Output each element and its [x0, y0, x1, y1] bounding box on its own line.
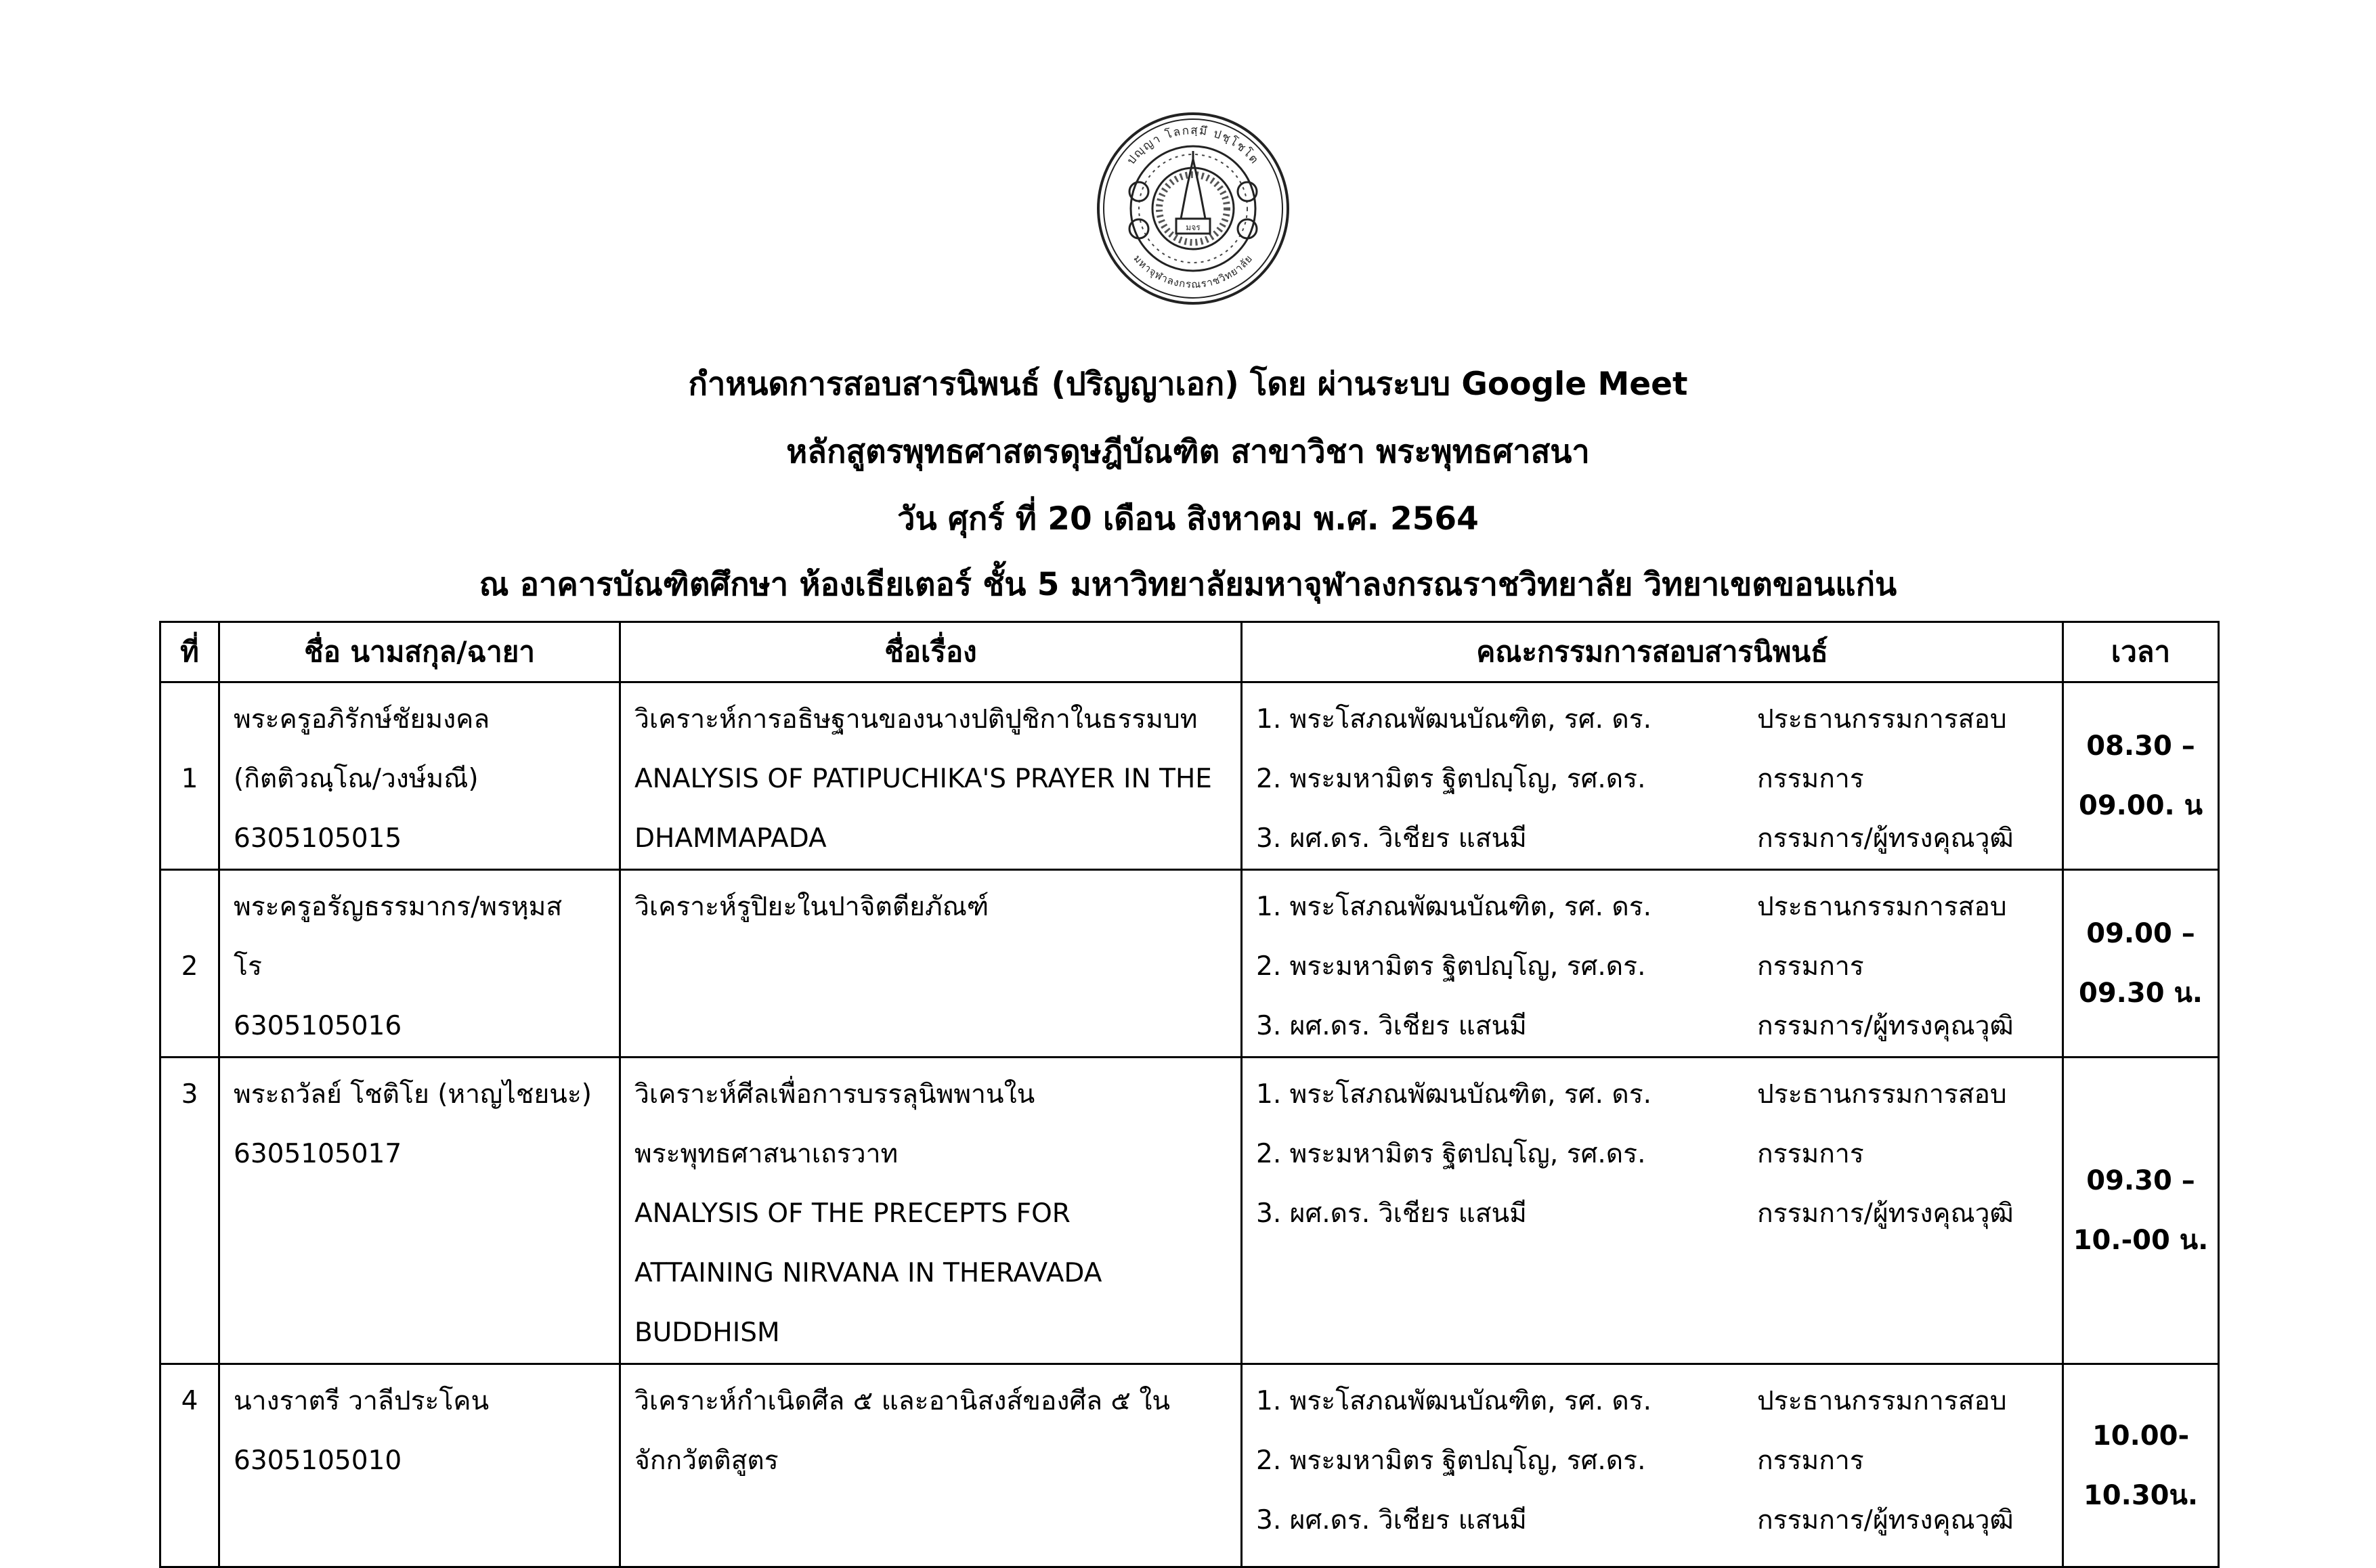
committee-member	[1256, 749, 2048, 809]
thesis-title-cell	[620, 1058, 1242, 1364]
column-header-name: ชื่อ นามสกุล/ฉายา	[219, 622, 620, 682]
committee-member-name: 3. ผศ.ดร. วิเชียร แสนมี	[1256, 1505, 1527, 1536]
exam-venue: ณ อาคารบัณฑิตศึกษา ห้องเธียเตอร์ ชั้น 5 มหาวิทยาลัยมหาจุฬาลงกรณราชวิทยาลัย วิทยาเขตขอนแก่น	[479, 566, 1897, 603]
committee-member-role: ประธานกรรมการสอบ	[1757, 704, 2007, 735]
thesis-title-line: ANALYSIS OF PATIPUCHIKA'S PRAYER IN THE	[634, 764, 1212, 794]
committee-cell	[1242, 1364, 2063, 1567]
student-name-line: พระถวัลย์ โชติโย (หาญไชยนะ)	[234, 1079, 592, 1110]
seal-university-name: มหาจุฬาลงกรณราชวิทยาลัย	[1131, 252, 1255, 291]
committee-member-role: กรรมการ	[1757, 1445, 1864, 1476]
thesis-title-cell	[620, 1364, 1242, 1567]
committee-member-role: ประธานกรรมการสอบ	[1757, 892, 2007, 922]
committee-member-name: 2. พระมหามิตร ฐิตปญฺโญ, รศ.ดร.	[1256, 1445, 1646, 1476]
row-number-cell	[160, 1364, 219, 1567]
time-slot-line: 10.00-	[2092, 1420, 2190, 1452]
column-header-committee: คณะกรรมการสอบสารนิพนธ์	[1242, 622, 2063, 682]
thesis-title-line: พระพุทธศาสนาเถรวาท	[634, 1139, 899, 1169]
thesis-title-cell	[620, 682, 1242, 870]
committee-cell	[1242, 870, 2063, 1058]
thesis-title-line: ANALYSIS OF THE PRECEPTS FOR	[634, 1198, 1071, 1229]
time-slot-line: 09.30 –	[2086, 1165, 2195, 1196]
student-name-cell	[219, 870, 620, 1058]
committee-member-role: กรรมการ/ผู้ทรงคุณวุฒิ	[1757, 1505, 2014, 1536]
student-name-line: 6305105015	[234, 823, 402, 854]
thesis-title-line: ATTAINING NIRVANA IN THERAVADA	[634, 1258, 1102, 1288]
committee-member	[1256, 1125, 2048, 1184]
committee-member-role: กรรมการ/ผู้ทรงคุณวุฒิ	[1757, 823, 2014, 854]
thesis-title-line: DHAMMAPADA	[634, 823, 827, 854]
table-row	[160, 1364, 2219, 1567]
row-number-cell	[160, 870, 219, 1058]
time-slot-cell	[2063, 870, 2219, 1058]
committee-member-name: 1. พระโสภณพัฒนบัณฑิต, รศ. ดร.	[1256, 1079, 1652, 1110]
seal-motto-text: ปญฺญา โลกสฺมึ ปชฺโชโต	[1124, 123, 1262, 168]
student-name-line: 6305105016	[234, 1011, 402, 1041]
committee-member	[1256, 690, 2048, 749]
committee-member-role: กรรมการ	[1757, 764, 1864, 794]
committee-member-name: 2. พระมหามิตร ฐิตปญฺโญ, รศ.ดร.	[1256, 764, 1646, 794]
student-name-line: โร	[234, 951, 262, 982]
student-name-line: (กิตติวณฺโณ/วงษ์มณี)	[234, 764, 479, 794]
row-number: 4	[181, 1386, 198, 1416]
committee-member-role: ประธานกรรมการสอบ	[1757, 1079, 2007, 1110]
time-slot-line: 09.00. น	[2079, 790, 2203, 821]
schedule-title: กำหนดการสอบสารนิพนธ์ (ปริญญาเอก) โดย ผ่านระบบ Google Meet	[688, 366, 1688, 403]
time-slot-cell	[2063, 1364, 2219, 1567]
student-name-line: พระครูอภิรักษ์ชัยมงคล	[234, 704, 490, 735]
student-name-cell	[219, 1364, 620, 1567]
thesis-title-cell	[620, 870, 1242, 1058]
committee-member	[1256, 937, 2048, 997]
thesis-title-line: วิเคราะห์รูปิยะในปาจิตตียภัณฑ์	[634, 892, 989, 922]
committee-member-role: กรรมการ	[1757, 951, 1864, 982]
student-name-line: 6305105010	[234, 1445, 402, 1476]
time-slot-line: 09.30 น.	[2079, 978, 2203, 1009]
committee-member	[1256, 1491, 2048, 1550]
student-name-cell	[219, 1058, 620, 1364]
committee-member-role: กรรมการ/ผู้ทรงคุณวุฒิ	[1757, 1011, 2014, 1041]
table-header-row	[160, 622, 2219, 682]
committee-member	[1256, 809, 2048, 869]
time-slot-line: 08.30 –	[2086, 731, 2195, 762]
time-slot-cell	[2063, 1058, 2219, 1364]
student-name-line: นางราตรี วาลีประโคน	[234, 1386, 490, 1416]
committee-member-name: 3. ผศ.ดร. วิเชียร แสนมี	[1256, 1198, 1527, 1229]
thesis-title-line: วิเคราะห์การอธิษฐานของนางปติปูชิกาในธรรมบท	[634, 704, 1198, 735]
row-number-cell	[160, 1058, 219, 1364]
student-name-cell	[219, 682, 620, 870]
column-header-no: ที่	[160, 622, 219, 682]
committee-member	[1256, 1372, 2048, 1431]
time-slot-cell	[2063, 682, 2219, 870]
row-number: 1	[181, 764, 198, 794]
committee-member-name: 1. พระโสภณพัฒนบัณฑิต, รศ. ดร.	[1256, 1386, 1652, 1416]
table-row	[160, 870, 2219, 1058]
committee-member-name: 1. พระโสภณพัฒนบัณฑิต, รศ. ดร.	[1256, 704, 1652, 735]
thesis-title-line: จักกวัตติสูตร	[634, 1445, 779, 1476]
committee-cell	[1242, 1058, 2063, 1364]
row-number: 3	[181, 1079, 198, 1110]
committee-member	[1256, 1065, 2048, 1125]
student-name-line: พระครูอรัญธรรมากร/พรหฺมส	[234, 892, 563, 922]
committee-member-role: กรรมการ/ผู้ทรงคุณวุฒิ	[1757, 1198, 2014, 1229]
committee-member	[1256, 877, 2048, 937]
row-number: 2	[181, 951, 198, 982]
committee-member-role: กรรมการ	[1757, 1139, 1864, 1169]
time-slot-line: 10.30น.	[2083, 1479, 2199, 1511]
time-slot-line: 10.-00 น.	[2073, 1225, 2209, 1256]
committee-cell	[1242, 682, 2063, 870]
thesis-title-line: วิเคราะห์ศีลเพื่อการบรรลุนิพพานใน	[634, 1079, 1035, 1110]
committee-member-name: 2. พระมหามิตร ฐิตปญฺโญ, รศ.ดร.	[1256, 1139, 1646, 1169]
column-header-time: เวลา	[2063, 622, 2219, 682]
committee-member-name: 2. พระมหามิตร ฐิตปญฺโญ, รศ.ดร.	[1256, 951, 1646, 982]
time-slot-line: 09.00 –	[2086, 918, 2195, 949]
student-name-line: 6305105017	[234, 1139, 402, 1169]
table-row	[160, 682, 2219, 870]
committee-member	[1256, 1431, 2048, 1491]
committee-member	[1256, 1184, 2048, 1244]
program-title: หลักสูตรพุทธศาสตรดุษฎีบัณฑิต สาขาวิชา พระพุทธศาสนา	[786, 433, 1590, 471]
committee-member-role: ประธานกรรมการสอบ	[1757, 1386, 2007, 1416]
thesis-title-line: BUDDHISM	[634, 1317, 780, 1348]
seal-center-text: มจร	[1186, 223, 1201, 232]
row-number-cell	[160, 682, 219, 870]
table-row	[160, 1058, 2219, 1364]
committee-member-name: 3. ผศ.ดร. วิเชียร แสนมี	[1256, 823, 1527, 854]
exam-date: วัน ศุกร์ ที่ 20 เดือน สิงหาคม พ.ศ. 2564	[897, 500, 1479, 538]
committee-member	[1256, 997, 2048, 1056]
committee-member-name: 1. พระโสภณพัฒนบัณฑิต, รศ. ดร.	[1256, 892, 1652, 922]
committee-member-name: 3. ผศ.ดร. วิเชียร แสนมี	[1256, 1011, 1527, 1041]
column-header-title: ชื่อเรื่อง	[620, 622, 1242, 682]
exam-schedule-table	[159, 621, 2220, 1568]
university-seal-icon	[1092, 110, 1295, 307]
thesis-title-line: วิเคราะห์กำเนิดศีล ๕ และอานิสงส์ของศีล ๕ ใน	[634, 1386, 1171, 1416]
